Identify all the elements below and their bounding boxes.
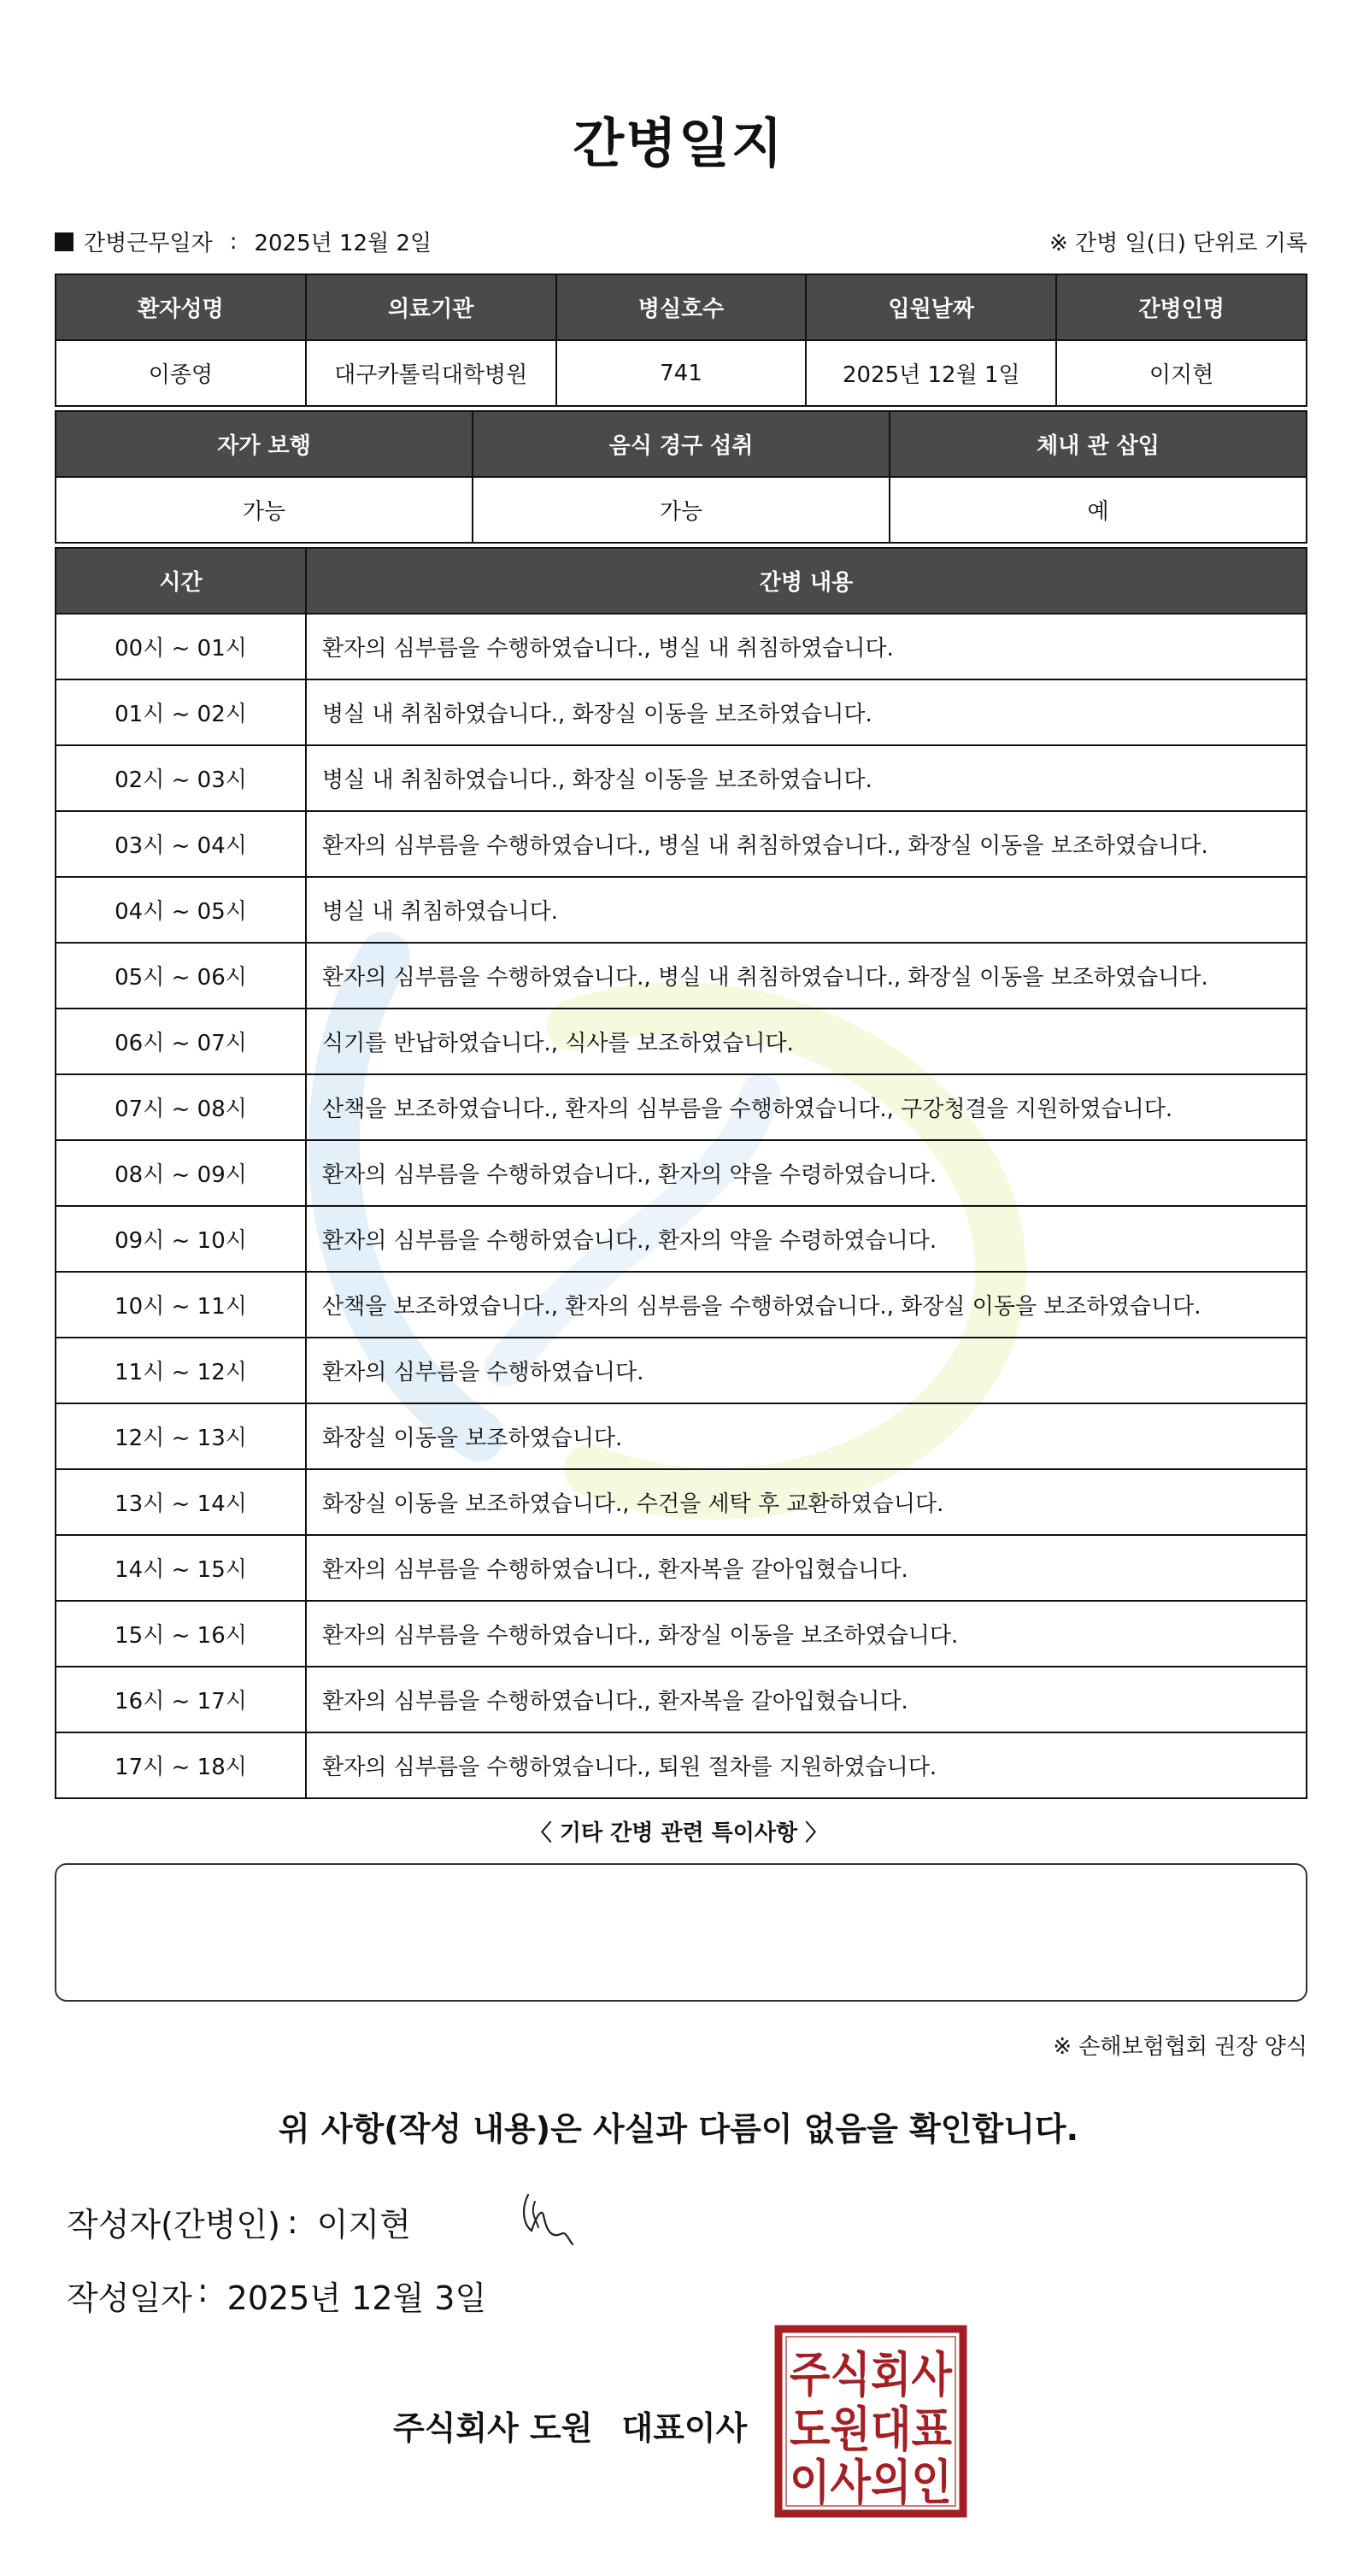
header-admission-date: 입원날짜 [806, 274, 1056, 340]
writer-label: 작성자(간병인) [67, 2206, 280, 2244]
header-walking: 자가 보행 [56, 411, 473, 477]
care-time: 14시 ~ 15시 [56, 1535, 306, 1601]
status-header-row [56, 411, 1307, 477]
care-time: 06시 ~ 07시 [56, 1009, 306, 1074]
table-row [56, 1732, 1307, 1798]
table-row [56, 1272, 1307, 1338]
table-row [56, 811, 1307, 877]
colon: : [286, 2203, 298, 2241]
svg-text:주식회사: 주식회사 [790, 2348, 953, 2403]
table-row [56, 1206, 1307, 1272]
table-row [56, 1535, 1307, 1601]
care-content: 식기를 반납하였습니다., 식사를 보조하였습니다. [306, 1009, 1307, 1074]
hospital-name: 대구카톨릭대학병원 [306, 340, 556, 406]
care-content: 환자의 심부름을 수행하였습니다., 환자의 약을 수령하였습니다. [306, 1140, 1307, 1206]
svg-text:이사의인: 이사의인 [790, 2455, 952, 2511]
header-room: 병실호수 [556, 274, 807, 340]
table-row [56, 1009, 1307, 1074]
care-time: 10시 ~ 11시 [56, 1272, 306, 1338]
written-date-label: 작성일자 [67, 2279, 192, 2317]
care-time: 11시 ~ 12시 [56, 1338, 306, 1403]
svg-text:도원대표: 도원대표 [790, 2403, 952, 2458]
page-title: 간병일지 [573, 112, 784, 174]
care-content: 환자의 심부름을 수행하였습니다., 퇴원 절차를 지원하였습니다. [306, 1732, 1307, 1798]
special-notes-title: 〈 기타 간병 관련 특이사항 〉 [529, 1820, 828, 1846]
caregiver-name: 이지현 [1056, 340, 1307, 406]
care-time: 15시 ~ 16시 [56, 1601, 306, 1667]
patient-status-table [55, 410, 1307, 544]
work-date-label: 간병근무일자 [84, 231, 213, 256]
care-content: 환자의 심부름을 수행하였습니다., 병실 내 취침하였습니다., 화장실 이동을 보조하였습니다. [306, 811, 1307, 877]
care-content: 병실 내 취침하였습니다., 화장실 이동을 보조하였습니다. [306, 745, 1307, 811]
status-value-row [56, 477, 1307, 543]
care-time: 05시 ~ 06시 [56, 943, 306, 1009]
care-time: 09시 ~ 10시 [56, 1206, 306, 1272]
care-content: 환자의 심부름을 수행하였습니다., 병실 내 취침하였습니다., 화장실 이동을 보조하였습니다. [306, 943, 1307, 1009]
colon: : [229, 228, 238, 255]
care-time: 03시 ~ 04시 [56, 811, 306, 877]
oral-intake-value: 가능 [473, 477, 890, 543]
company-seal-icon [774, 2325, 967, 2518]
header-time: 시간 [56, 548, 306, 614]
table-row [56, 614, 1307, 679]
table-row [56, 1667, 1307, 1732]
care-content: 환자의 심부름을 수행하였습니다., 환자복을 갈아입혔습니다. [306, 1535, 1307, 1601]
table-row [56, 1469, 1307, 1535]
header-tube: 체내 관 삽입 [890, 411, 1307, 477]
tube-value: 예 [890, 477, 1307, 543]
care-content: 화장실 이동을 보조하였습니다. [306, 1403, 1307, 1469]
care-time: 17시 ~ 18시 [56, 1732, 306, 1798]
square-bullet-icon [55, 232, 73, 251]
table-row [56, 1338, 1307, 1403]
signature-icon [513, 2190, 581, 2251]
header-patient-name: 환자성명 [56, 274, 306, 340]
care-time: 16시 ~ 17시 [56, 1667, 306, 1732]
company-line [393, 2402, 747, 2449]
care-content: 환자의 심부름을 수행하였습니다., 병실 내 취침하였습니다. [306, 614, 1307, 679]
care-content: 환자의 심부름을 수행하였습니다., 환자의 약을 수령하였습니다. [306, 1206, 1307, 1272]
table-row [56, 943, 1307, 1009]
room-number: 741 [556, 340, 807, 406]
writer-name: 이지현 [316, 2206, 411, 2244]
company-name: 주식회사 도원 [393, 2409, 593, 2447]
care-time: 07시 ~ 08시 [56, 1074, 306, 1140]
walking-value: 가능 [56, 477, 473, 543]
care-content: 산책을 보조하였습니다., 환자의 심부름을 수행하였습니다., 구강청결을 지원하였습니다. [306, 1074, 1307, 1140]
care-content: 환자의 심부름을 수행하였습니다., 환자복을 갈아입혔습니다. [306, 1667, 1307, 1732]
admission-date: 2025년 12월 1일 [806, 340, 1056, 406]
patient-info-header-row [56, 274, 1307, 340]
patient-info-value-row [56, 340, 1307, 406]
table-row [56, 1403, 1307, 1469]
patient-name: 이종영 [56, 340, 306, 406]
patient-info-table [55, 273, 1307, 407]
colon: : [197, 2272, 209, 2309]
table-row [56, 1140, 1307, 1206]
written-date-value: 2025년 12월 3일 [226, 2279, 487, 2317]
care-time: 04시 ~ 05시 [56, 877, 306, 943]
care-time: 12시 ~ 13시 [56, 1403, 306, 1469]
header-caregiver: 간병인명 [1056, 274, 1307, 340]
record-unit-note: ※ 간병 일(日) 단위로 기록 [1049, 231, 1307, 256]
header-oral-intake: 음식 경구 섭취 [473, 411, 890, 477]
care-content: 병실 내 취침하였습니다. [306, 877, 1307, 943]
work-date [55, 226, 432, 257]
writer-line [67, 2198, 411, 2245]
header-hospital: 의료기관 [306, 274, 556, 340]
care-time: 02시 ~ 03시 [56, 745, 306, 811]
meta-row [55, 226, 1307, 260]
care-log-table [55, 547, 1307, 1799]
care-log-header-row [56, 548, 1307, 614]
care-content: 산책을 보조하였습니다., 환자의 심부름을 수행하였습니다., 화장실 이동을 보조하였습니다. [306, 1272, 1307, 1338]
care-time: 13시 ~ 14시 [56, 1469, 306, 1535]
care-content: 화장실 이동을 보조하였습니다., 수건을 세탁 후 교환하였습니다. [306, 1469, 1307, 1535]
special-notes-box[interactable] [55, 1863, 1307, 2002]
table-row [56, 1074, 1307, 1140]
care-content: 병실 내 취침하였습니다., 화장실 이동을 보조하였습니다. [306, 679, 1307, 745]
representative-title: 대표이사 [621, 2409, 748, 2447]
table-row [56, 745, 1307, 811]
care-time: 00시 ~ 01시 [56, 614, 306, 679]
table-row [56, 877, 1307, 943]
header-care-content: 간병 내용 [306, 548, 1307, 614]
care-time: 08시 ~ 09시 [56, 1140, 306, 1206]
confirmation-statement: 위 사항(작성 내용)은 사실과 다름이 없음을 확인합니다. [278, 2110, 1079, 2148]
work-date-value: 2025년 12월 2일 [254, 231, 432, 256]
written-date-line [67, 2272, 486, 2319]
recommended-form-note: ※ 손해보험협회 권장 양식 [1053, 2034, 1307, 2060]
care-time: 01시 ~ 02시 [56, 679, 306, 745]
care-content: 환자의 심부름을 수행하였습니다., 화장실 이동을 보조하였습니다. [306, 1601, 1307, 1667]
table-row [56, 1601, 1307, 1667]
care-content: 환자의 심부름을 수행하였습니다. [306, 1338, 1307, 1403]
table-row [56, 679, 1307, 745]
